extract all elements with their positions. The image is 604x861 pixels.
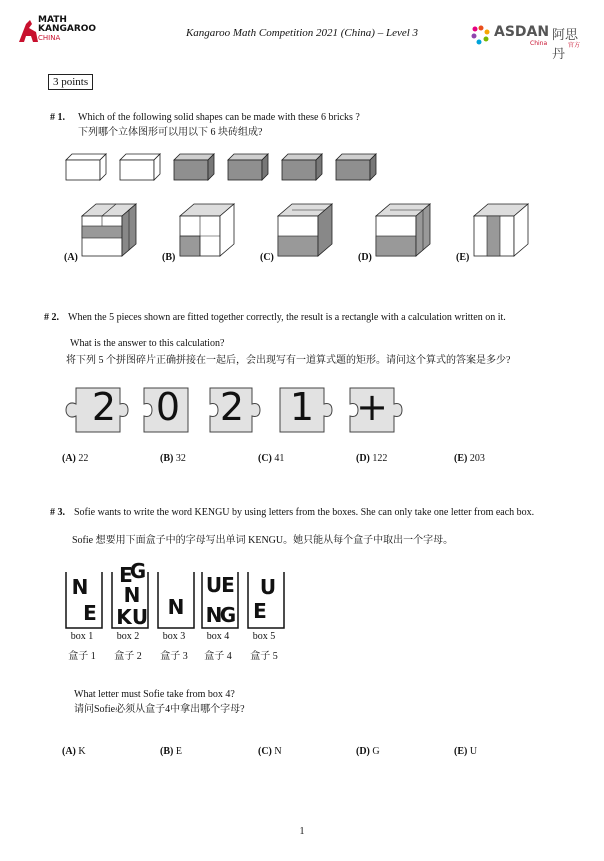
logo-line-3: CHINA xyxy=(38,34,61,42)
q3-text-cn: Sofie 想要用下面盒子中的字母写出单词 KENGU。她只能从每个盒子中取出一个字母。 xyxy=(72,535,454,546)
puzzle-piece-2-text: 0 xyxy=(155,385,181,429)
q2-subtext: What is the answer to this calculation? xyxy=(70,338,225,349)
q3-option-b[interactable]: (B) E xyxy=(160,746,182,757)
asdan-logo xyxy=(470,22,590,62)
box-3-letter-n: N xyxy=(167,595,185,619)
box-5-letter-e: E xyxy=(253,599,267,623)
solid-e xyxy=(474,204,528,256)
box-4-label-cn: 盒子 4 xyxy=(204,651,232,662)
box-4-letter-n: N xyxy=(205,603,223,627)
q2-option-c[interactable]: (C) 41 xyxy=(258,453,285,464)
q1-text: Which of the following solid shapes can be made with these 6 bricks ? xyxy=(78,112,360,123)
puzzle-piece-3-text: 2 xyxy=(219,385,245,429)
puzzle-piece-5-text: + xyxy=(356,385,388,429)
box-2-letter-u: U xyxy=(131,605,149,629)
q3-option-e[interactable]: (E) U xyxy=(454,746,478,757)
box-4-label: box 4 xyxy=(206,631,230,642)
q3-option-a[interactable]: (A) K xyxy=(62,746,86,757)
q2-option-d[interactable]: (D) 122 xyxy=(356,453,388,464)
q2-option-b[interactable]: (B) 32 xyxy=(160,453,186,464)
box-4-letter-g: G xyxy=(219,603,237,627)
brick-white-1 xyxy=(66,154,106,180)
q3-text: Sofie wants to write the word KENGU by using letters from the boxes. She can only take one letter from each box. xyxy=(74,507,535,518)
q3-boxes xyxy=(60,562,290,632)
q1-number: # 1. xyxy=(50,112,65,123)
q1-option-c[interactable]: (C) xyxy=(260,252,274,263)
q3-question-cn: 请问Sofie必须从盒子4中拿出哪个字母? xyxy=(74,704,245,715)
q2-number: # 2. xyxy=(44,312,59,323)
q2-option-a[interactable]: (A) 22 xyxy=(62,453,89,464)
q3-question: What letter must Sofie take from box 4? xyxy=(74,689,235,700)
asdan-sub-left: China xyxy=(530,40,548,47)
box-1-label: box 1 xyxy=(70,631,94,642)
box-2-label-cn: 盒子 2 xyxy=(114,651,142,662)
box-5-label: box 5 xyxy=(252,631,276,642)
box-4-letter-u: U xyxy=(205,573,223,597)
solid-c xyxy=(278,204,332,256)
asdan-sub-right: 官方 xyxy=(568,42,581,49)
solid-a xyxy=(82,204,136,256)
q2-text: When the 5 pieces shown are fitted together correctly, the result is a rectangle with a calculation written on it. xyxy=(68,312,506,323)
asdan-text: ASDAN xyxy=(494,24,550,40)
box-1-letter-n: N xyxy=(71,575,89,599)
page-number: 1 xyxy=(299,826,305,837)
header-title: Kangaroo Math Competition 2021 (China) – Level 3 xyxy=(185,27,419,39)
solid-b xyxy=(180,204,234,256)
box-2-label: box 2 xyxy=(116,631,140,642)
asdan-cn-text: 阿思丹 xyxy=(552,28,579,62)
box-1-letter-e: E xyxy=(83,601,97,625)
q2-option-e[interactable]: (E) 203 xyxy=(454,453,485,464)
brick-grey-3 xyxy=(282,154,322,180)
points-label: 3 points xyxy=(48,74,93,90)
box-2-letter-g: G xyxy=(129,562,147,583)
puzzle-piece-4-text: 1 xyxy=(289,385,315,429)
brick-grey-2 xyxy=(228,154,268,180)
box-1-label-cn: 盒子 1 xyxy=(68,651,96,662)
q3-option-c[interactable]: (C) N xyxy=(258,746,282,757)
asdan-flower-icon xyxy=(470,24,492,46)
puzzle-piece-1-text: 2 xyxy=(91,385,117,429)
q3-option-d[interactable]: (D) G xyxy=(356,746,380,757)
q2-text-cn: 将下列 5 个拼图碎片正确拼接在一起后，会出现写有一道算式题的矩形。请问这个算式的答案是多少? xyxy=(66,355,511,366)
brick-white-2 xyxy=(120,154,160,180)
brick-grey-4 xyxy=(336,154,376,180)
q1-text-cn: 下列哪个立体图形可以用以下 6 块砖组成? xyxy=(78,127,263,138)
q1-option-e[interactable]: (E) xyxy=(456,252,470,263)
q1-option-b[interactable]: (B) xyxy=(162,252,176,263)
q1-option-d[interactable]: (D) xyxy=(358,252,372,263)
solid-d xyxy=(376,204,430,256)
box-2-letter-n: N xyxy=(123,583,141,607)
q3-number: # 3. xyxy=(50,507,65,518)
box-3-label-cn: 盒子 3 xyxy=(160,651,188,662)
q1-solids xyxy=(56,198,546,264)
box-5-letter-u: U xyxy=(259,575,277,599)
logo-line-1: MATH xyxy=(38,15,67,25)
box-2-letter-k: K xyxy=(116,605,132,629)
logo-line-2: KANGAROO xyxy=(38,24,97,34)
box-4-letter-e: E xyxy=(221,573,235,597)
q1-option-a[interactable]: (A) xyxy=(64,252,78,263)
brick-grey-1 xyxy=(174,154,214,180)
q1-bricks xyxy=(60,150,380,186)
box-5-label-cn: 盒子 5 xyxy=(250,651,278,662)
box-3-label: box 3 xyxy=(162,631,186,642)
box-2-letter-e: E xyxy=(119,563,133,587)
